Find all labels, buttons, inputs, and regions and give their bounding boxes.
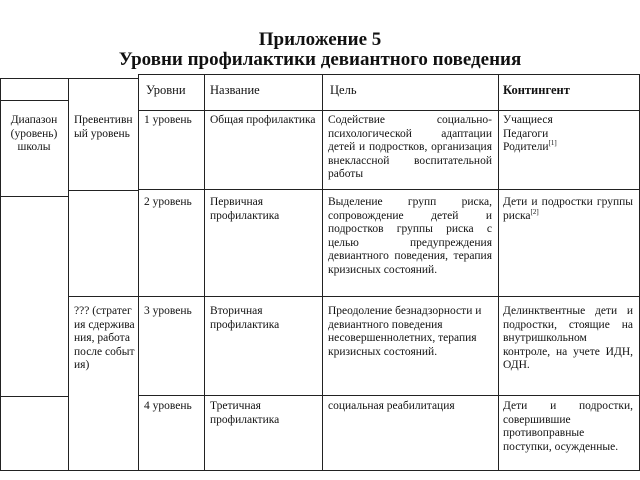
level-2-name: Первичная профилактика xyxy=(210,196,280,222)
column-header-goal: Цель xyxy=(330,83,357,97)
level-4: 4 уровень xyxy=(144,400,192,412)
column-header-levels: Уровни xyxy=(146,83,186,97)
preventive-level-label: Превентивный уровень xyxy=(74,114,133,140)
level-1-contingent: Учащиеся Педагоги Родители[1] xyxy=(503,114,557,153)
level-1-footnote: [1] xyxy=(548,139,557,148)
post-event-strategy-label: ??? (стратегия сдерживания, работа после события) xyxy=(74,305,135,371)
page-title-line-1: Приложение 5 xyxy=(258,29,382,50)
column-header-name: Название xyxy=(210,83,260,97)
level-4-goal: социальная реабилитация xyxy=(328,400,455,412)
level-2-contingent: Дети и подростки группы риска[2] xyxy=(503,196,633,222)
level-2-goal: Выделение групп риска, сопровождение детей и подростков группы риска с целью предупреждения девиантного поведения, терапия кризисных состояний. xyxy=(328,196,492,276)
level-1-name: Общая профилактика xyxy=(210,114,316,126)
level-3: 3 уровень xyxy=(144,305,192,317)
level-4-contingent: Дети и подростки, совершившие противоправные поступки, осужденные. xyxy=(503,400,633,453)
level-2: 2 уровень xyxy=(144,196,192,208)
level-3-name: Вторичная профилактика xyxy=(210,305,280,331)
page-title-line-2: Уровни профилактики девиантного поведения xyxy=(118,49,522,70)
column-header-contingent: Контингент xyxy=(503,83,570,97)
level-2-footnote: [2] xyxy=(530,207,539,216)
level-4-name: Третичная профилактика xyxy=(210,400,280,426)
level-3-goal: Преодоление безнадзорности и девиантного поведения несовершеннолетних, терапия кризисных состояний. xyxy=(328,305,482,358)
level-3-contingent: Делинктвентные дети и подростки, стоящие на внутришкольном контроле, на учете ИДН, ОДН. xyxy=(503,305,633,371)
school-range-label: Диапазон (уровень) школы xyxy=(10,114,58,153)
level-1: 1 уровень xyxy=(144,114,192,126)
level-1-goal: Содействие социально-психологической адаптации детей и подростков, организация внеклассной воспитательной работы xyxy=(328,114,492,180)
